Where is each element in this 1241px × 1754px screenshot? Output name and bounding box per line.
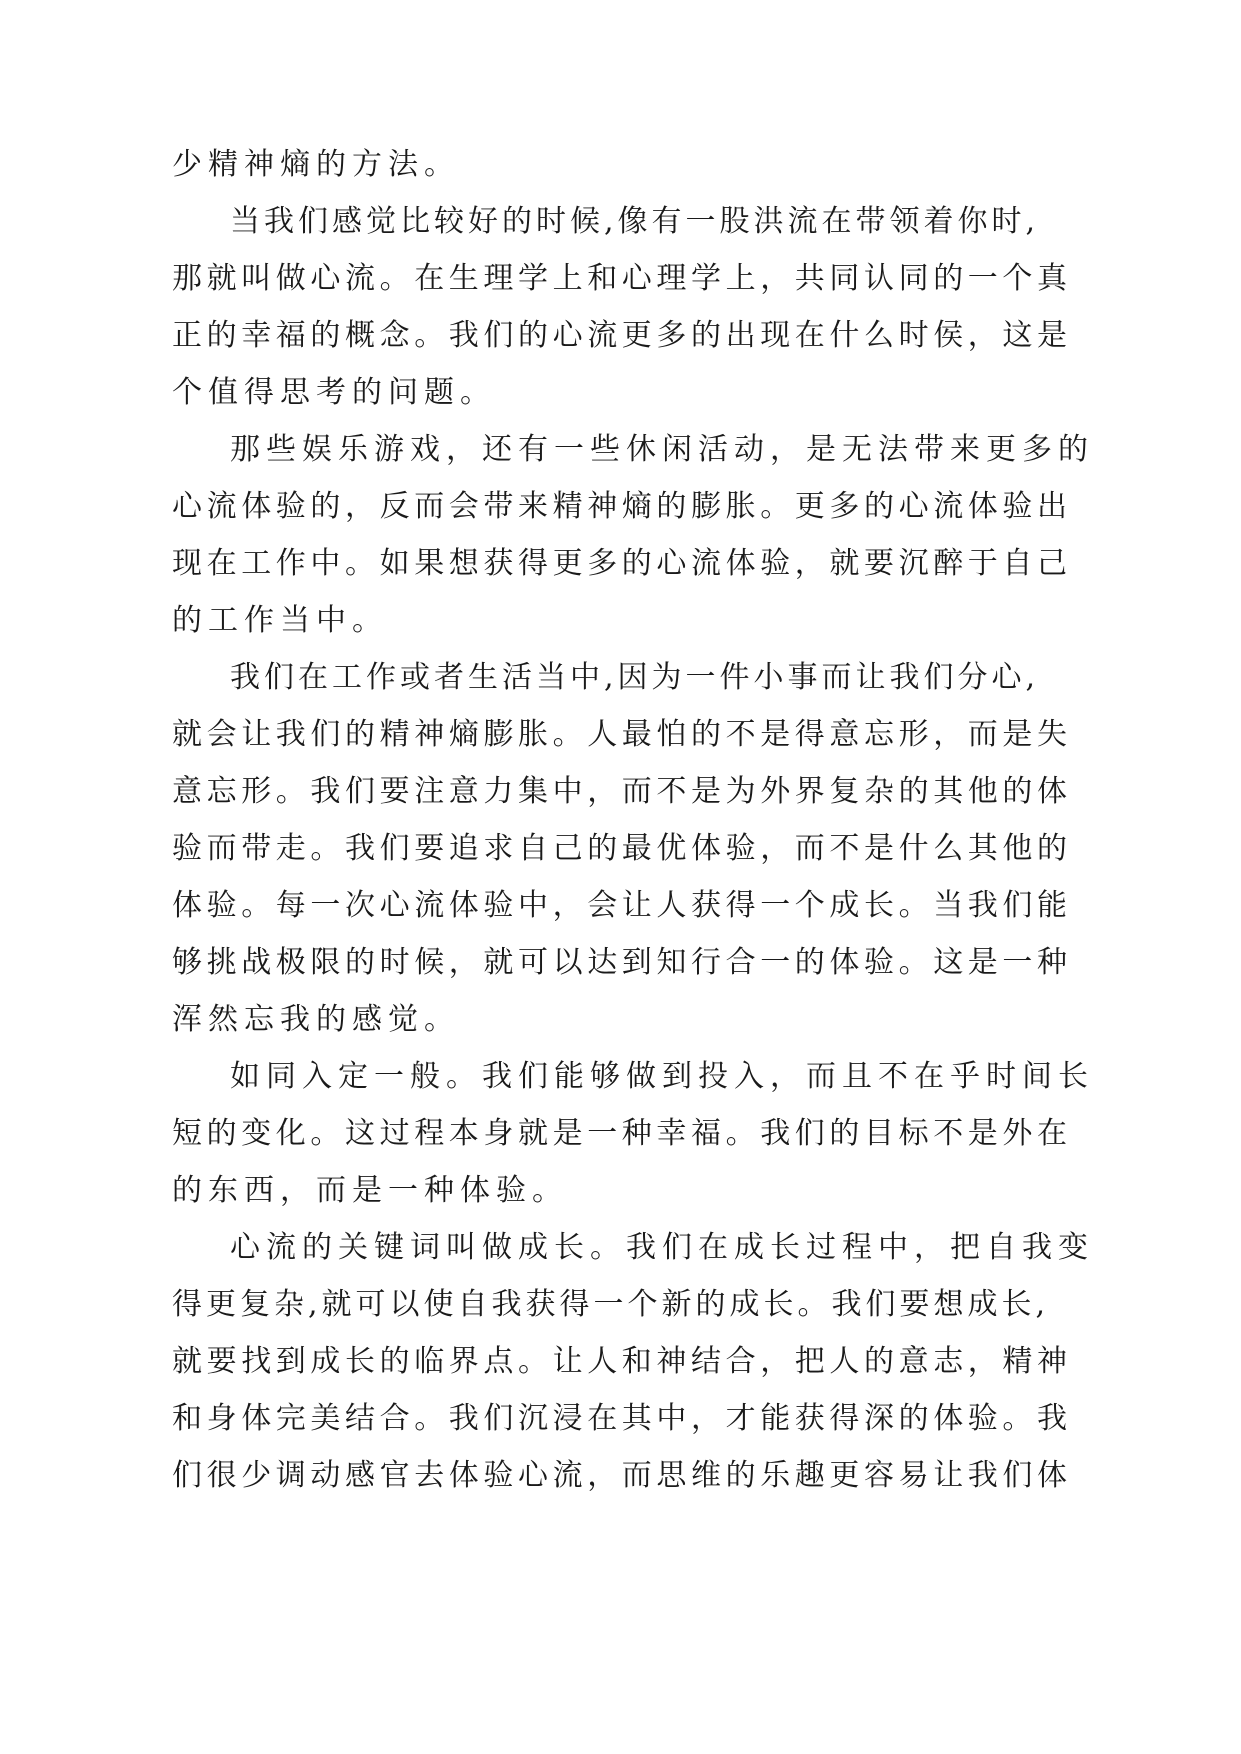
text-line: 如同入定一般。我们能够做到投入，而且不在乎时间长 (230, 1059, 1094, 1094)
text-line: 心流的关键词叫做成长。我们在成长过程中，把自我变 (230, 1230, 1094, 1265)
text-line: 正的幸福的概念。我们的心流更多的出现在什么时侯，这是 (172, 318, 1072, 353)
text-line: 短的变化。这过程本身就是一种幸福。我们的目标不是外在 (172, 1116, 1072, 1151)
text-line: 们很少调动感官去体验心流，而思维的乐趣更容易让我们体 (172, 1458, 1072, 1493)
text-line: 的东西，而是一种体验。 (172, 1173, 568, 1208)
text-line: 浑然忘我的感觉。 (172, 1002, 460, 1037)
text-line: 的工作当中。 (172, 603, 388, 638)
text-line: 现在工作中。如果想获得更多的心流体验，就要沉醉于自己 (172, 546, 1072, 581)
text-line: 个值得思考的问题。 (172, 375, 496, 410)
text-line: 我们在工作或者生活当中,因为一件小事而让我们分心, (230, 660, 1040, 695)
text-line: 得更复杂,就可以使自我获得一个新的成长。我们要想成长, (172, 1287, 1050, 1322)
text-line: 当我们感觉比较好的时候,像有一股洪流在带领着你时, (230, 204, 1040, 239)
text-line: 就要找到成长的临界点。让人和神结合，把人的意志，精神 (172, 1344, 1072, 1379)
text-line: 意忘形。我们要注意力集中，而不是为外界复杂的其他的体 (172, 774, 1072, 809)
text-line: 体验。每一次心流体验中，会让人获得一个成长。当我们能 (172, 888, 1072, 923)
text-line: 那些娱乐游戏，还有一些休闲活动，是无法带来更多的 (230, 432, 1094, 467)
text-line: 够挑战极限的时候，就可以达到知行合一的体验。这是一种 (172, 945, 1072, 980)
text-line: 少精神熵的方法。 (172, 147, 460, 182)
text-line: 和身体完美结合。我们沉浸在其中，才能获得深的体验。我 (172, 1401, 1072, 1436)
text-line: 验而带走。我们要追求自己的最优体验，而不是什么其他的 (172, 831, 1072, 866)
text-line: 那就叫做心流。在生理学上和心理学上，共同认同的一个真 (172, 261, 1072, 296)
text-line: 就会让我们的精神熵膨胀。人最怕的不是得意忘形，而是失 (172, 717, 1072, 752)
text-line: 心流体验的，反而会带来精神熵的膨胀。更多的心流体验出 (172, 489, 1072, 524)
